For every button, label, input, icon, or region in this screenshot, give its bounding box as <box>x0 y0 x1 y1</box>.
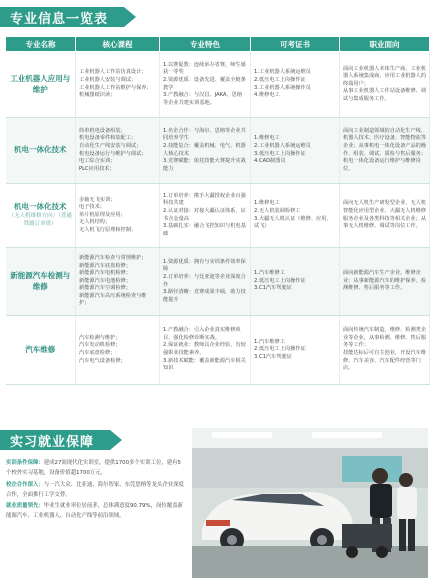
info-text: 毕业生就业率位居前茅，总体满意度90.79%，岗位覆盖新能源汽车、工业机器人、自动化产线等前沿领域。 <box>6 503 183 520</box>
career-item: 技能达标后可自主创业，开设汽车维修、汽车美容、汽车配件经营等门店。 <box>343 350 427 372</box>
certificates-cell <box>251 184 340 248</box>
table-header-row <box>6 37 430 52</box>
header-features: 专业特色 <box>160 37 251 52</box>
course-item: 汽车电气设备检修； <box>79 357 126 364</box>
major-name: 机电一体化技术 <box>14 202 67 212</box>
workshop-photo <box>192 428 428 578</box>
header-major: 专业名称 <box>6 37 76 52</box>
features-cell <box>160 52 251 118</box>
feature-item: 1.资源优质：拥有与实训条件效率保障 <box>163 258 246 273</box>
course-item: 机电设备运行与维护与调试； <box>79 150 147 157</box>
certificate-item: 4.维修电工 <box>254 92 280 99</box>
feature-item: 1.产教融合：引入企业真实维修项目，强化检修诊断实战。 <box>163 327 241 341</box>
career-item: 面向新能源汽车生产企业，维修企业；从事新能源汽车的维护保养、检测维修、售后服务等工作。 <box>343 270 427 292</box>
features-cell <box>160 118 251 184</box>
course-item: 机电设备零件和装配工； <box>79 135 137 142</box>
feature-item: 2.技能复合：覆盖机械、电气、机器人核心技术 <box>163 142 246 157</box>
course-item: 新能源汽车底盘检修； <box>79 262 131 269</box>
certificate-item: 3.大疆无人机认证（维修、应用、试飞） <box>254 215 332 230</box>
major-name: 汽车维修 <box>25 344 56 354</box>
major-name: 工业机器人应用与维护 <box>10 73 71 94</box>
feature-item: 1.名企合作：与海尔、思榕等企业共同培养学生 <box>163 127 246 142</box>
certificates-cell <box>251 52 340 118</box>
careers-cell <box>340 316 430 385</box>
course-item: 电子技术； <box>79 204 105 211</box>
career-item: 面向传统汽车制造、维修、检测类企业等企业，从事检测、维修、售后服务等工作； <box>343 327 427 349</box>
info-label: 就业质量领先： <box>6 503 44 510</box>
course-item: 简单机电设备组装； <box>79 127 126 134</box>
career-item: 面向工业制造领域的自动化生产线、机器人技术、医疗设备、智能物流等企业；从事机电一体化设备产品的操作、组装、调试、质检与售后服务；机电一体化设备运行维护与维修岗位。 <box>343 127 427 172</box>
info-text: 与一汽大众、比亚迪、海尔智家、东莞思榕等龙头企业深度合作，全面推行工学交替。 <box>6 481 184 498</box>
career-item: 从事工业机器人工作站设备维修、调试与集成服务工作。 <box>343 88 427 102</box>
feature-item: 2.认证对接：对接大疆认证体系，证书含金量高 <box>163 207 246 222</box>
certificate-item: 4.CAD制图员 <box>254 158 286 165</box>
feature-item: 3.竞赛赋能：依托技能大赛提升实战能力 <box>163 158 246 172</box>
section-title-majors: 专业信息一览表 <box>0 7 124 27</box>
courses-cell <box>76 184 160 248</box>
header-careers: 职业面向 <box>340 37 430 52</box>
careers-cell <box>340 248 430 316</box>
table-row <box>6 316 430 385</box>
course-item: 新能源汽车空调检修； <box>79 285 131 292</box>
course-item: 单片机原理及应用； <box>79 211 126 218</box>
certificate-item: 1.维修电工 <box>254 200 280 207</box>
course-item: 新能源汽车检查与常规维护； <box>79 255 147 262</box>
feature-item: 3.路径清晰：竞赛成果丰硕，助力技能提升 <box>163 289 246 303</box>
info-label: 实训条件保障： <box>6 460 44 466</box>
table-row <box>6 118 430 184</box>
table-row <box>6 52 430 118</box>
certificates-cell <box>251 248 340 316</box>
courses-cell <box>76 52 160 118</box>
careers-cell <box>340 52 430 118</box>
course-item: 无人机飞行原理和控制； <box>79 226 137 233</box>
feature-item: 2.资源优质：设备先进、覆盖全链条教学 <box>163 76 246 91</box>
course-item: PLC应用技术； <box>79 165 115 172</box>
certificates-cell <box>251 118 340 184</box>
course-item: 自动化生产线安装与调试； <box>79 142 142 149</box>
major-name: 新能源汽车检测与维修 <box>10 270 71 291</box>
career-item: 面向无人机生产研发型企业、无人机智能化应用型企业、大疆无人机维修服务企业及各类科技等相关企业；从事无人机维修、调试等岗位工作。 <box>343 200 427 230</box>
certificate-item: 3.C1汽车驾驶证 <box>254 353 292 360</box>
course-item: 工业机器人工作站仿真设计； <box>79 69 147 76</box>
careers-cell <box>340 184 430 248</box>
certificate-item: 3.工业机器人系统操作员 <box>254 84 311 91</box>
major-name-cell <box>6 316 76 385</box>
info-label: 校企合作深入： <box>6 481 44 488</box>
table-row <box>6 184 430 248</box>
info-text: 建成27间现代化实训室，提供1700多个实训工位，建有5个校外实习基地，设备价值超1700万元。 <box>6 460 181 477</box>
feature-item: 2.保证就业：教师具企业经验，有较强职业技能素养。 <box>163 342 246 356</box>
features-cell <box>160 316 251 385</box>
course-item: 新能源汽车高压系统检查与维护； <box>79 292 147 307</box>
certificate-item: 2.低压电工上岗操作证 <box>254 277 306 284</box>
certificate-item: 2.低压电工上岗操作证 <box>254 346 306 353</box>
features-cell <box>160 184 251 248</box>
internship-info <box>6 458 186 523</box>
certificate-item: 1.汽车维修工 <box>254 338 285 345</box>
course-item: 汽车底盘检修； <box>79 350 116 356</box>
info-item <box>6 501 186 522</box>
workshop-photo-illustration <box>192 428 428 578</box>
certificate-item: 3.C1汽车驾驶证 <box>254 285 292 292</box>
careers-cell <box>340 118 430 184</box>
certificate-item: 2.工业机器人系统运维员 <box>254 142 311 149</box>
course-item: 工业机器人安装与调试； <box>79 76 137 83</box>
course-item: 工业机器人工作站维护与保养； <box>79 84 152 91</box>
feature-item: 1.订单培养：携手大疆授权企业百强科技共建 <box>163 192 246 207</box>
certificate-item: 2.无人机装调检修工 <box>254 207 301 214</box>
major-subtitle: （无人机维修方向）（普通铁路订单班） <box>8 212 72 227</box>
certificate-item: 2.低压电工上岗操作证 <box>254 76 306 83</box>
feature-item: 3.产教融合：与汉昌、JAKA、思榕等企业共建实训基地。 <box>163 92 243 106</box>
courses-cell <box>76 118 160 184</box>
table-row <box>6 248 430 316</box>
certificates-cell <box>251 316 340 385</box>
major-name-cell <box>6 248 76 316</box>
feature-item: 1.以赛促教：连续承办省赛，师生屡获一等奖 <box>163 61 246 76</box>
major-name-cell <box>6 118 76 184</box>
info-item <box>6 458 186 479</box>
course-item: 汽车发动机检修； <box>79 342 121 349</box>
course-item: 新能源汽车电池检修； <box>79 277 131 284</box>
course-item: 电工综合实训； <box>79 158 116 165</box>
certificate-item: 3.低压电工上岗操作证 <box>254 150 306 157</box>
courses-cell <box>76 316 160 385</box>
major-name-cell <box>6 52 76 118</box>
career-item: 面向工业机器人本体生产商、工业机器人系统集成商、应用工业机器人的终端用户； <box>343 65 427 87</box>
feature-item: 2.订单培养：与比亚迪等企业深度合作 <box>163 273 246 288</box>
course-item: 汽车检测与维护； <box>79 334 121 341</box>
courses-cell <box>76 248 160 316</box>
certificate-item: 1.汽车维修工 <box>254 270 285 277</box>
header-courses: 核心课程 <box>76 37 160 52</box>
certificate-item: 1.维修电工 <box>254 135 280 142</box>
section-title-internship: 实习就业保障 <box>0 430 110 450</box>
major-name-cell <box>6 184 76 248</box>
info-item <box>6 480 186 501</box>
course-item: 新能源汽车电机检修； <box>79 270 131 277</box>
course-item: 无人机结构； <box>79 219 111 226</box>
majors-table <box>5 36 430 385</box>
course-item: 机械图纸识读； <box>79 92 116 99</box>
major-name: 机电一体化技术 <box>14 145 67 155</box>
feature-item: 3.新技术赋能：覆盖新能源汽车相关知识 <box>163 357 246 372</box>
certificate-item: 1.工业机器人系统运维员 <box>254 69 311 76</box>
header-certificates: 可考证书 <box>251 37 340 52</box>
feature-item: 3.基础扎实：融合飞控知识与机电基础 <box>163 223 246 237</box>
features-cell <box>160 248 251 316</box>
course-item: 多轴无飞实训； <box>79 196 116 203</box>
